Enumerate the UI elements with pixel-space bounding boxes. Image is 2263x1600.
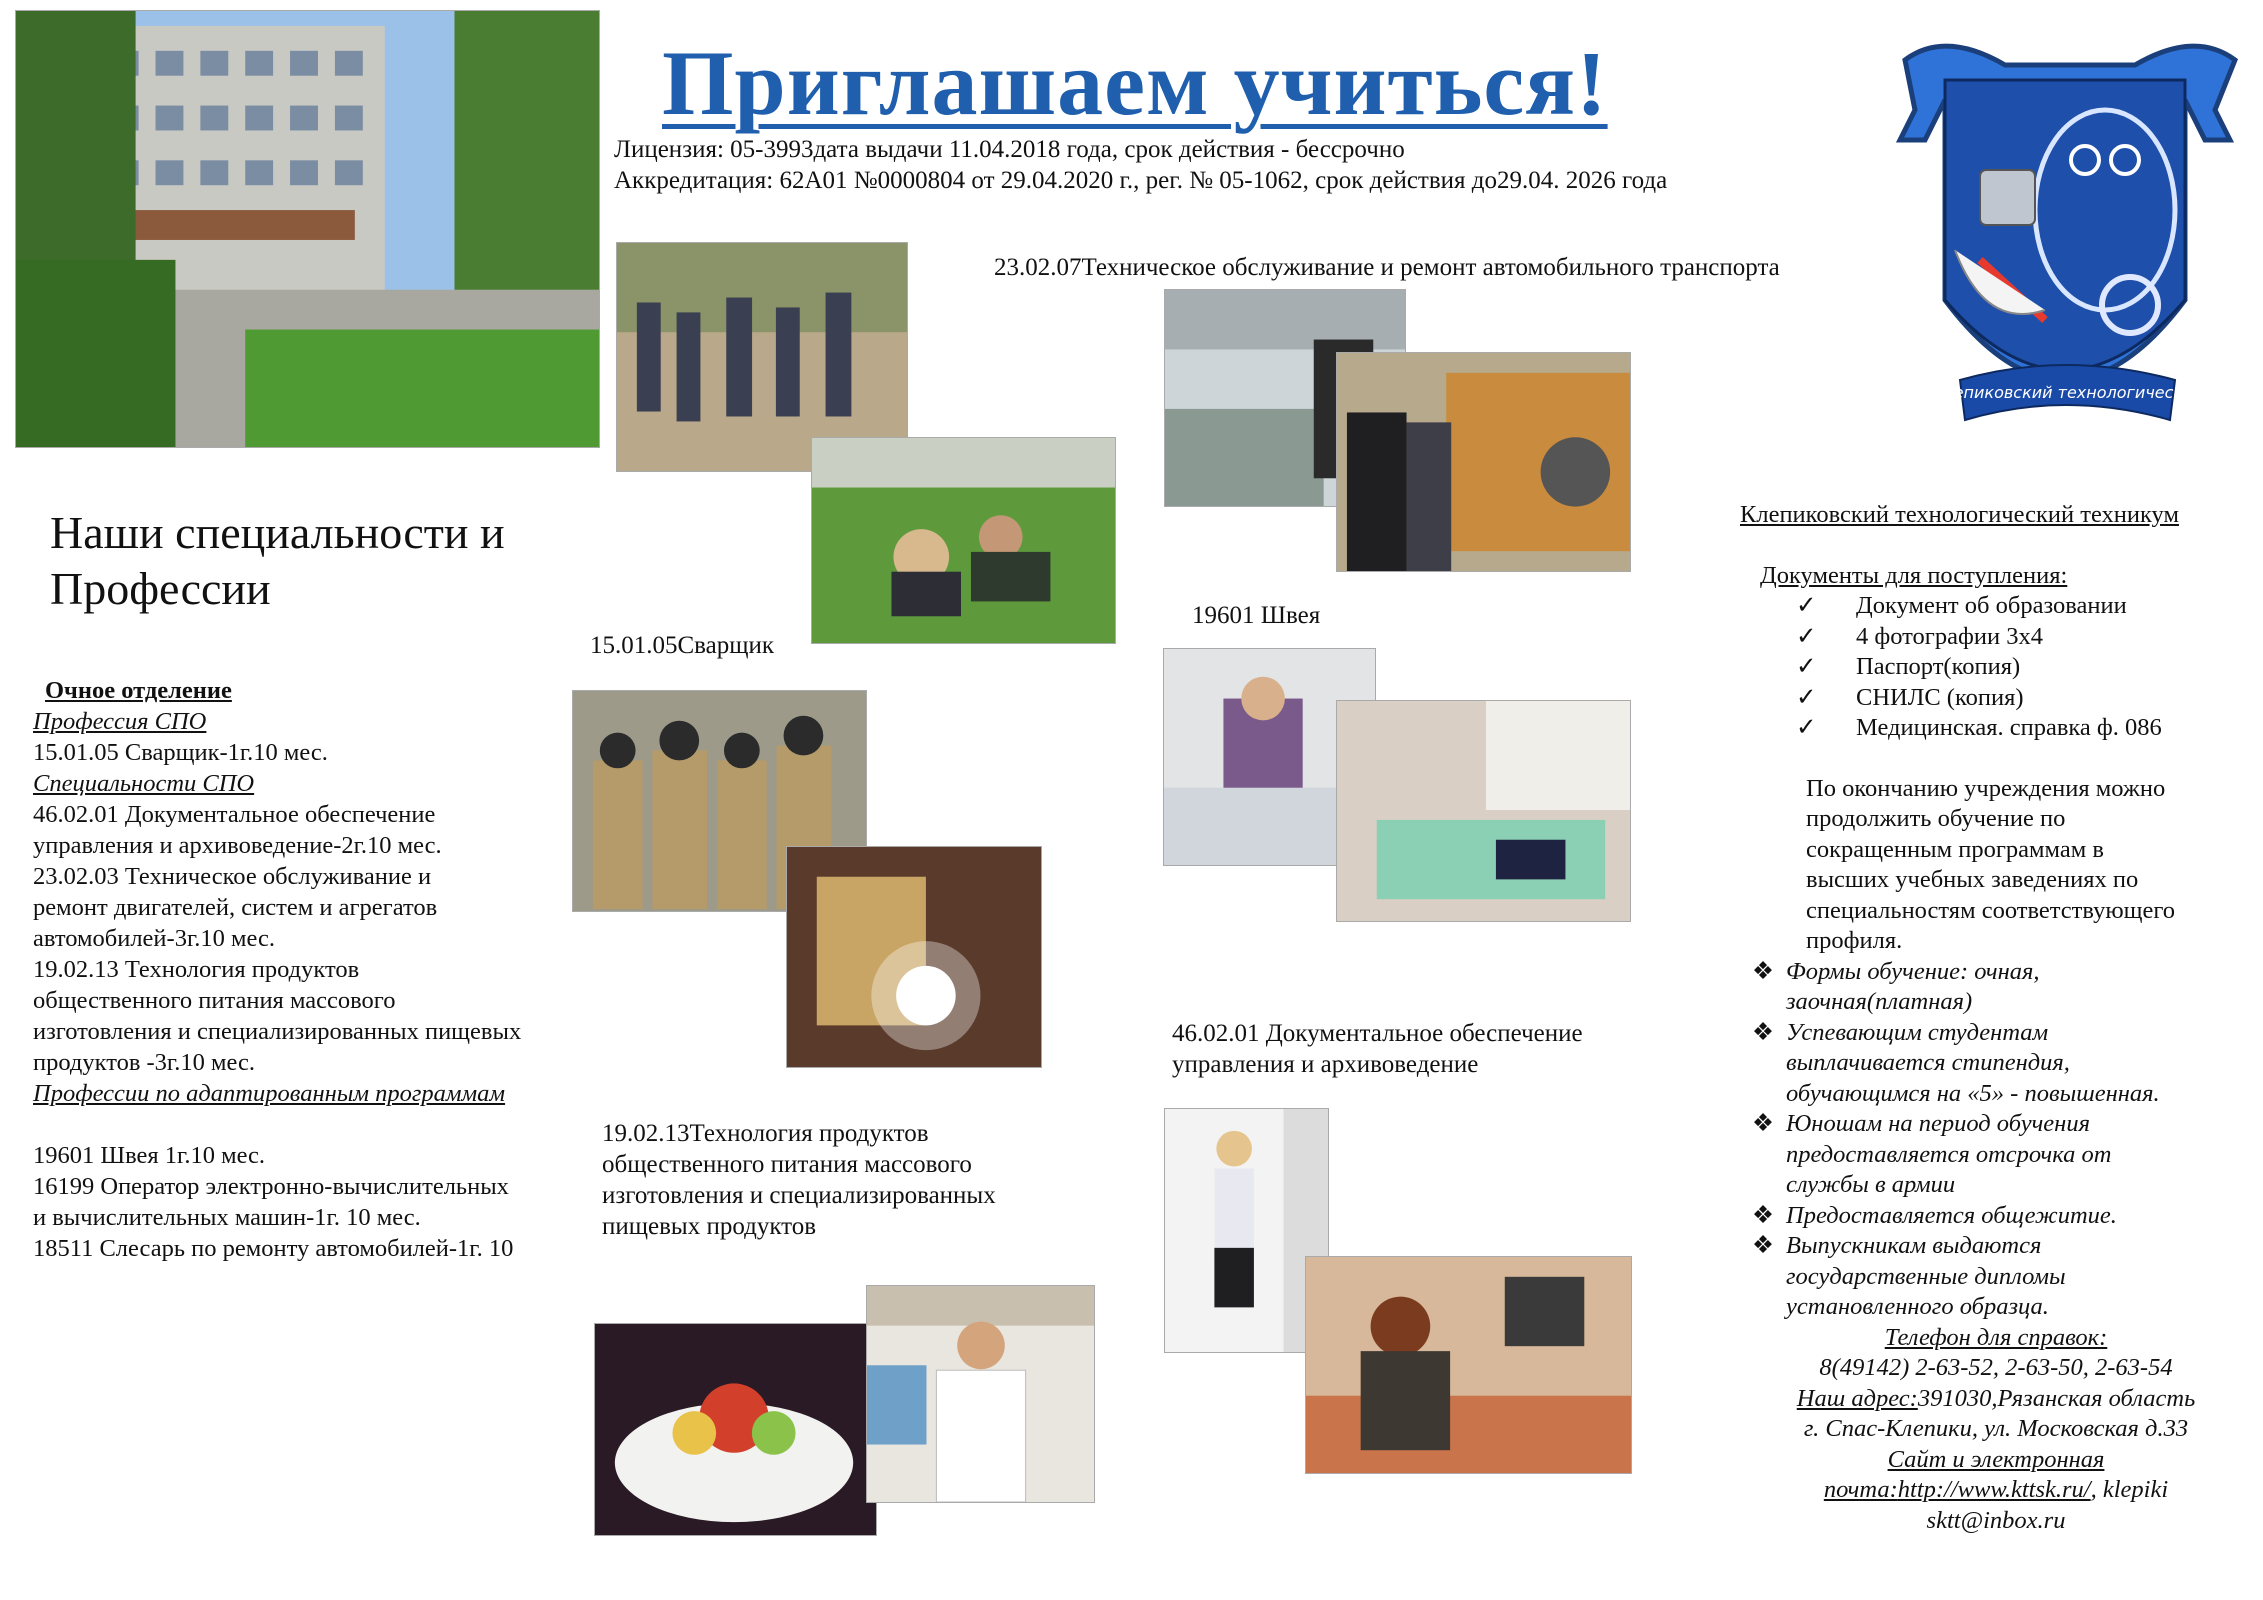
caption-docs-line2: управления и архивоведение	[1172, 1051, 1479, 1078]
continue-line: специальностям соответствующего	[1806, 896, 2176, 924]
continue-line: По окончанию учреждения можно	[1806, 774, 2166, 802]
program-line: 23.02.03 Техническое обслуживание и	[33, 863, 432, 890]
program-line: и вычислительных машин-1г. 10 мес.	[33, 1204, 421, 1231]
bullet-line: службы в армии	[1786, 1171, 1956, 1198]
doc-item: 4 фотографии 3х4	[1856, 622, 2043, 650]
heading-line2: Профессии	[50, 563, 271, 614]
diamond-bullet-icon: ❖	[1752, 957, 1774, 985]
email[interactable]: sktt@inbox.ru	[1926, 1506, 2066, 1534]
tree-planting-photo-2	[811, 437, 1116, 644]
bullet-line: Формы обучение: очная,	[1786, 957, 2040, 985]
program-line: 46.02.01 Документальное обеспечение	[33, 801, 436, 828]
check-icon: ✓	[1796, 653, 1817, 680]
continue-line: профиля.	[1806, 927, 1903, 954]
program-line: управления и архивоведение-2г.10 мес.	[33, 832, 442, 859]
caption-food-line1: 19.02.13Технология продуктов	[602, 1120, 929, 1147]
program-line: 19601 Швея 1г.10 мес.	[33, 1142, 266, 1169]
site-label-2: почта:	[1823, 1476, 1898, 1503]
logo-text-line2: техникум	[2027, 405, 2109, 424]
continue-text	[1746, 774, 2246, 957]
program-line: 15.01.05 Сварщик-1г.10 мес.	[33, 739, 328, 766]
seamstress-photo-2	[1336, 700, 1631, 922]
bullet-line: установленного образца.	[1786, 1293, 2049, 1320]
accreditation-line: Аккредитация: 62А01 №0000804 от 29.04.2020 г., рег. № 05-1062, срок действия до29.04. 2026 года	[614, 167, 1668, 194]
doc-item: СНИЛС (копия)	[1856, 683, 2024, 711]
college-name: Клепиковский технологический техникум	[1740, 501, 2179, 528]
prof-spo-label: Профессия СПО	[33, 708, 207, 735]
food-photo-2	[866, 1285, 1095, 1503]
site-link[interactable]: http://www.kttsk.ru/	[1897, 1476, 2091, 1503]
program-line: 18511 Слесарь по ремонту автомобилей-1г. 10	[33, 1235, 514, 1262]
caption-auto: 23.02.07Техническое обслуживание и ремонт автомобильного транспорта	[994, 254, 1780, 281]
food-photo-1	[594, 1323, 877, 1536]
continue-line: продолжить обучение по	[1806, 805, 2066, 832]
college-logo	[1885, 20, 2250, 460]
caption-food-line4: пищевых продуктов	[602, 1213, 817, 1240]
diamond-bullet-icon: ❖	[1752, 1018, 1774, 1046]
doc-item: Паспорт(копия)	[1856, 653, 2021, 680]
info-column	[1740, 500, 2246, 1536]
continue-line: высших учебных заведениях по	[1806, 866, 2139, 893]
program-line: общественного питания массового	[33, 987, 396, 1014]
bullet-line: Юношам на период обучения	[1786, 1110, 2090, 1137]
bullet-line: Успевающим студентам	[1786, 1018, 2049, 1046]
page-title: Приглашаем учиться!	[662, 32, 1608, 134]
diamond-bullet-icon: ❖	[1752, 1110, 1774, 1137]
spec-spo-label: Специальности СПО	[33, 770, 255, 797]
caption-food-line2: общественного питания массового	[602, 1151, 972, 1178]
check-icon: ✓	[1796, 622, 1817, 650]
continue-line: сокращенным программам в	[1806, 835, 2104, 863]
welder-photo-2	[786, 846, 1042, 1068]
program-line: 16199 Оператор электронно-вычислительных	[33, 1173, 509, 1200]
bullet-line: Выпускникам выдаются	[1786, 1232, 2042, 1259]
specialties-heading	[50, 505, 610, 617]
college-building-photo	[15, 10, 600, 448]
doc-item: Медицинская. справка ф. 086	[1856, 714, 2162, 741]
caption-docs-line1: 46.02.01 Документальное обеспечение	[1172, 1020, 1583, 1047]
bullet-line: Предоставляется общежитие.	[1786, 1201, 2117, 1229]
bullet-line: обучающимся на «5» - повышенная.	[1786, 1079, 2160, 1107]
license-info	[614, 134, 1667, 196]
diamond-bullet-icon: ❖	[1752, 1201, 1774, 1229]
caption-docs	[1172, 1018, 1583, 1080]
bullet-line: предоставляется отсрочка от	[1786, 1140, 2112, 1168]
documentation-photo-2	[1305, 1256, 1632, 1474]
diamond-bullet-icon: ❖	[1752, 1232, 1774, 1259]
bullet-line: государственные дипломы	[1786, 1262, 2066, 1290]
bullet-line: заочная(платная)	[1786, 988, 1973, 1015]
check-icon: ✓	[1796, 683, 1817, 711]
site-label: Сайт и электронная	[1887, 1445, 2105, 1473]
program-line: автомобилей-3г.10 мес.	[33, 925, 275, 952]
license-line: Лицензия: 05-3993дата выдачи 11.04.2018 года, срок действия - бессрочно	[614, 136, 1405, 163]
program-line: продуктов -3г.10 мес.	[33, 1049, 255, 1076]
address-label: Наш адрес:	[1796, 1384, 1918, 1412]
caption-welder: 15.01.05Сварщик	[590, 632, 775, 659]
caption-food-line3: изготовления и специализированных	[602, 1182, 996, 1209]
address-line2: г. Спас-Клепики, ул. Московская д.33	[1803, 1415, 2189, 1442]
auto-repair-photo-2	[1336, 352, 1631, 572]
program-line: ремонт двигателей, систем и агрегатов	[33, 894, 438, 921]
phone-label: Телефон для справок:	[1884, 1323, 2108, 1351]
phone-numbers: 8(49142) 2-63-52, 2-63-50, 2-63-54	[1819, 1354, 2173, 1381]
program-line: изготовления и специализированных пищевых	[33, 1018, 522, 1045]
address-line1: 391030,Рязанская область	[1917, 1384, 2196, 1412]
heading-line1: Наши специальности и	[50, 507, 505, 558]
caption-food	[602, 1118, 996, 1242]
program-line: 19.02.13 Технология продуктов	[33, 956, 360, 983]
doc-item: Документ об образовании	[1856, 592, 2127, 619]
check-icon: ✓	[1796, 592, 1817, 619]
email-part: , klepiki	[2090, 1476, 2169, 1503]
caption-seamstress: 19601 Швея	[1192, 602, 1321, 629]
programs-list	[33, 675, 593, 1264]
adapted-label: Профессии по адаптированным программам	[33, 1080, 506, 1107]
docs-title: Документы для поступления:	[1760, 561, 2068, 589]
bullet-line: выплачивается стипендия,	[1786, 1049, 2070, 1076]
dept-title: Очное отделение	[45, 677, 232, 704]
check-icon: ✓	[1796, 714, 1817, 741]
logo-text-line1: Клепиковский технологический	[1932, 383, 2204, 402]
